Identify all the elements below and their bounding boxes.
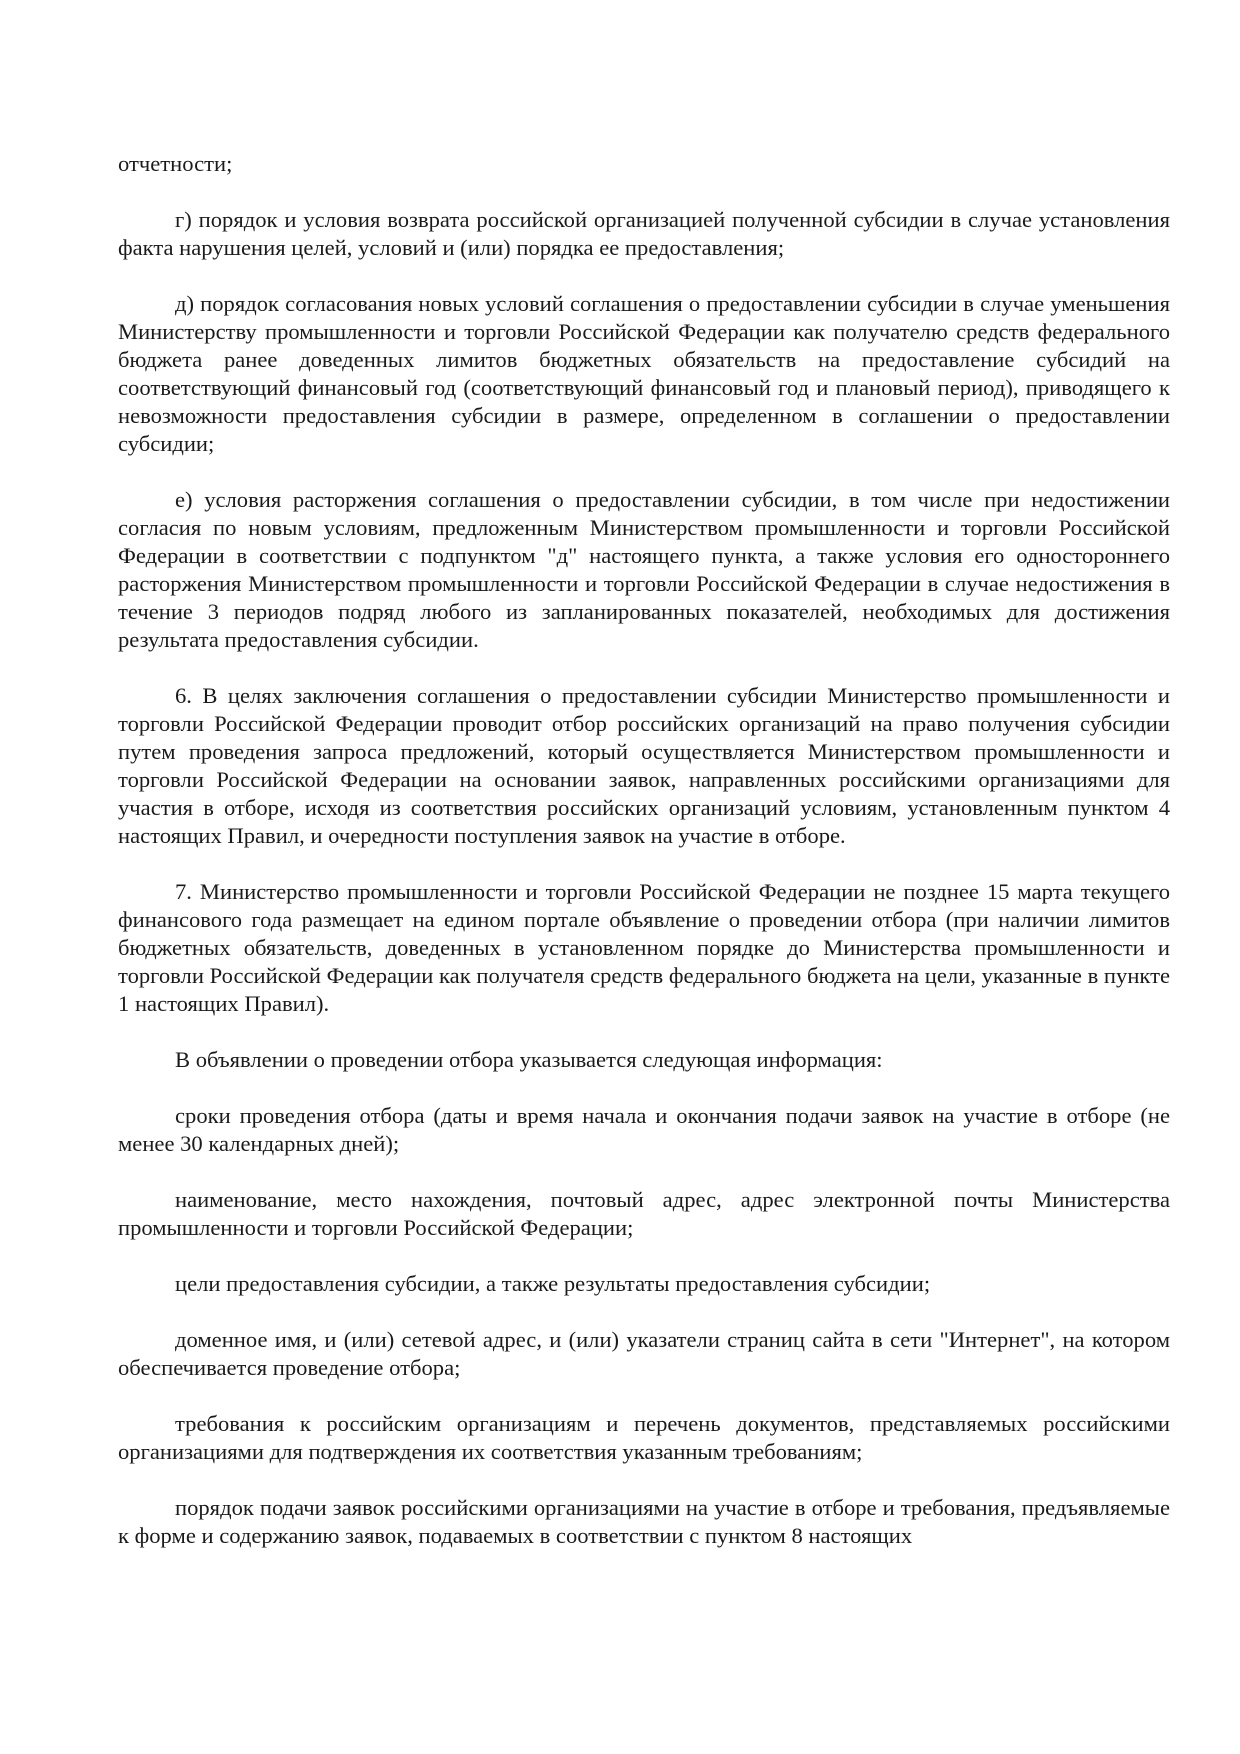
paragraph-item-g: г) порядок и условия возврата российской организацией полученной субсидии в случае установления факта нарушения целей, условий и (или) порядка ее предоставления; xyxy=(118,207,1170,260)
paragraph-clause-7: 7. Министерство промышленности и торговли Российской Федерации не позднее 15 марта текущего финансового года размещает на едином портале объявление о проведении отбора (при наличии лимитов бюджетных обязательств, доведенных в установленном порядке до Министерства промышленности и торговли Российской Федерации как получателя средств федерального бюджета на цели, указанные в пункте 1 настоящих Правил). xyxy=(118,879,1170,1016)
paragraph-application-procedure: порядок подачи заявок российскими организациями на участие в отборе и требования, предъявляемые к форме и содержанию заявок, подаваемых в соответствии с пунктом 8 настоящих xyxy=(118,1495,1170,1548)
paragraph-clause-6: 6. В целях заключения соглашения о предоставлении субсидии Министерство промышленности и торговли Российской Федерации проводит отбор российских организаций на право получения субсидии путем проведения запроса предложений, который осуществляется Министерством промышленности и торговли Российской Федерации на основании заявок, направленных российскими организациями для участия в отборе, исходя из соответствия российских организаций условиям, установленным пунктом 4 настоящих Правил, и очередности поступления заявок на участие в отборе. xyxy=(118,683,1170,848)
paragraph-continuation: отчетности; xyxy=(118,151,233,176)
document-page xyxy=(118,150,1170,1550)
paragraph-item-d: д) порядок согласования новых условий соглашения о предоставлении субсидии в случае уменьшения Министерству промышленности и торговли Российской Федерации как получателю средств федерального бюджета ранее доведенных лимитов бюджетных обязательств на предоставление субсидий на соответствующий финансовый год (соответствующий финансовый год и плановый период), приводящего к невозможности предоставления субсидии в размере, определенном в соглашении о предоставлении субсидии; xyxy=(118,291,1170,456)
paragraph-domain-name: доменное имя, и (или) сетевой адрес, и (или) указатели страниц сайта в сети "Интернет", на котором обеспечивается проведение отбора; xyxy=(118,1327,1170,1380)
paragraph-selection-dates: сроки проведения отбора (даты и время начала и окончания подачи заявок на участие в отборе (не менее 30 календарных дней); xyxy=(118,1103,1170,1156)
paragraph-ministry-contacts: наименование, место нахождения, почтовый адрес, адрес электронной почты Министерства промышленности и торговли Российской Федерации; xyxy=(118,1187,1170,1240)
paragraph-announcement-intro: В объявлении о проведении отбора указывается следующая информация: xyxy=(175,1047,883,1072)
paragraph-requirements: требования к российским организациям и перечень документов, представляемых российскими организациями для подтверждения их соответствия указанным требованиям; xyxy=(118,1411,1170,1464)
paragraph-item-e: е) условия расторжения соглашения о предоставлении субсидии, в том числе при недостижении согласия по новым условиям, предложенным Министерством промышленности и торговли Российской Федерации в соответствии с подпунктом "д" настоящего пункта, а также условия его одностороннего расторжения Министерством промышленности и торговли Российской Федерации в случае недостижения в течение 3 периодов подряд любого из запланированных показателей, необходимых для достижения результата предоставления субсидии. xyxy=(118,487,1170,652)
paragraph-subsidy-goals: цели предоставления субсидии, а также результаты предоставления субсидии; xyxy=(175,1271,931,1296)
